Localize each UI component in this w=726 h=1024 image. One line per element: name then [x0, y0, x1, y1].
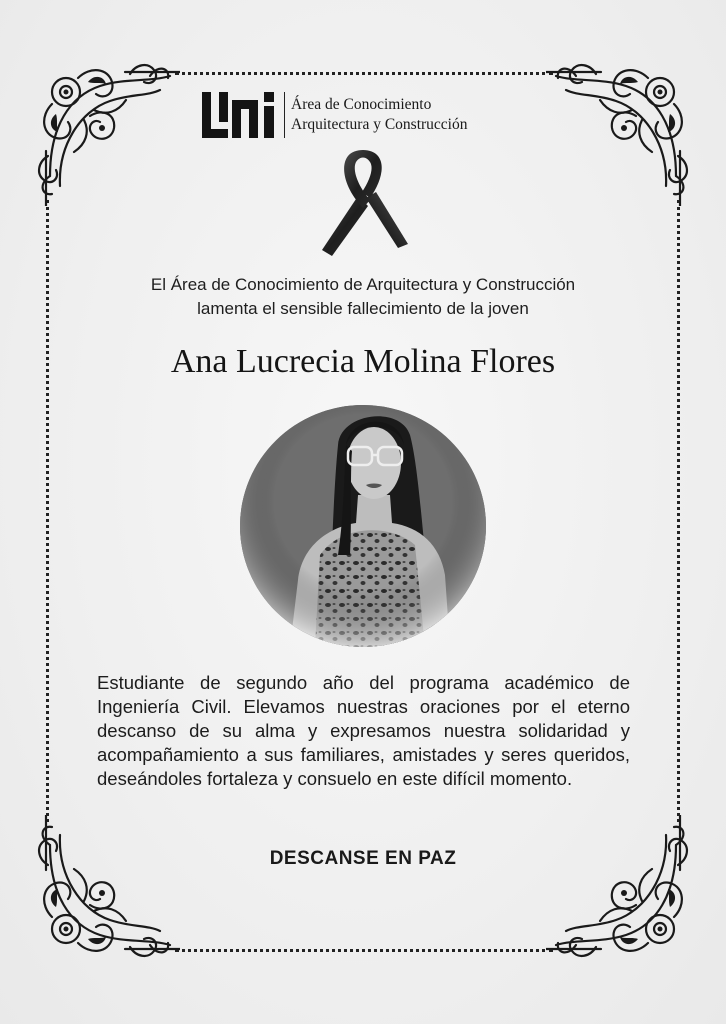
condolence-message: Estudiante de segundo año del programa académico de Ingeniería Civil. Elevamos nuestras oraciones por el eterno descanso de su alma y expresamos nuestra solidaridad y acompañamiento a sus familiares, amistades y seres queridos, deseándoles fortaleza y consuelo en este difícil momento. — [97, 672, 630, 789]
intro-text — [60, 273, 666, 321]
frame-border-left — [46, 200, 49, 822]
frame-border-right — [677, 200, 680, 822]
ornament-corner-icon — [546, 815, 696, 965]
ornament-corner-icon — [30, 56, 180, 206]
organization-header — [202, 92, 467, 138]
closing-text: DESCANSE EN PAZ — [269, 848, 457, 869]
portrait-silhouette-icon — [240, 405, 486, 647]
frame-border-top — [175, 72, 553, 75]
deceased-name: Ana Lucrecia Molina Flores — [170, 343, 556, 380]
ornament-corner-icon — [546, 56, 696, 206]
mourning-ribbon-icon — [318, 148, 408, 258]
intro-line-1: El Área de Conocimiento de Arquitectura y Construcción — [150, 275, 576, 294]
logo-divider — [284, 92, 285, 138]
frame-border-bottom — [175, 949, 553, 952]
intro-line-2: lamenta el sensible fallecimiento de la joven — [197, 299, 529, 318]
ornament-corner-icon — [30, 815, 180, 965]
uni-logo-icon — [202, 92, 278, 138]
organization-name — [291, 95, 467, 135]
organization-name-line-1: Área de Conocimiento — [291, 96, 432, 113]
organization-name-line-2: Arquitectura y Construcción — [291, 116, 468, 133]
portrait-photo — [240, 405, 486, 647]
